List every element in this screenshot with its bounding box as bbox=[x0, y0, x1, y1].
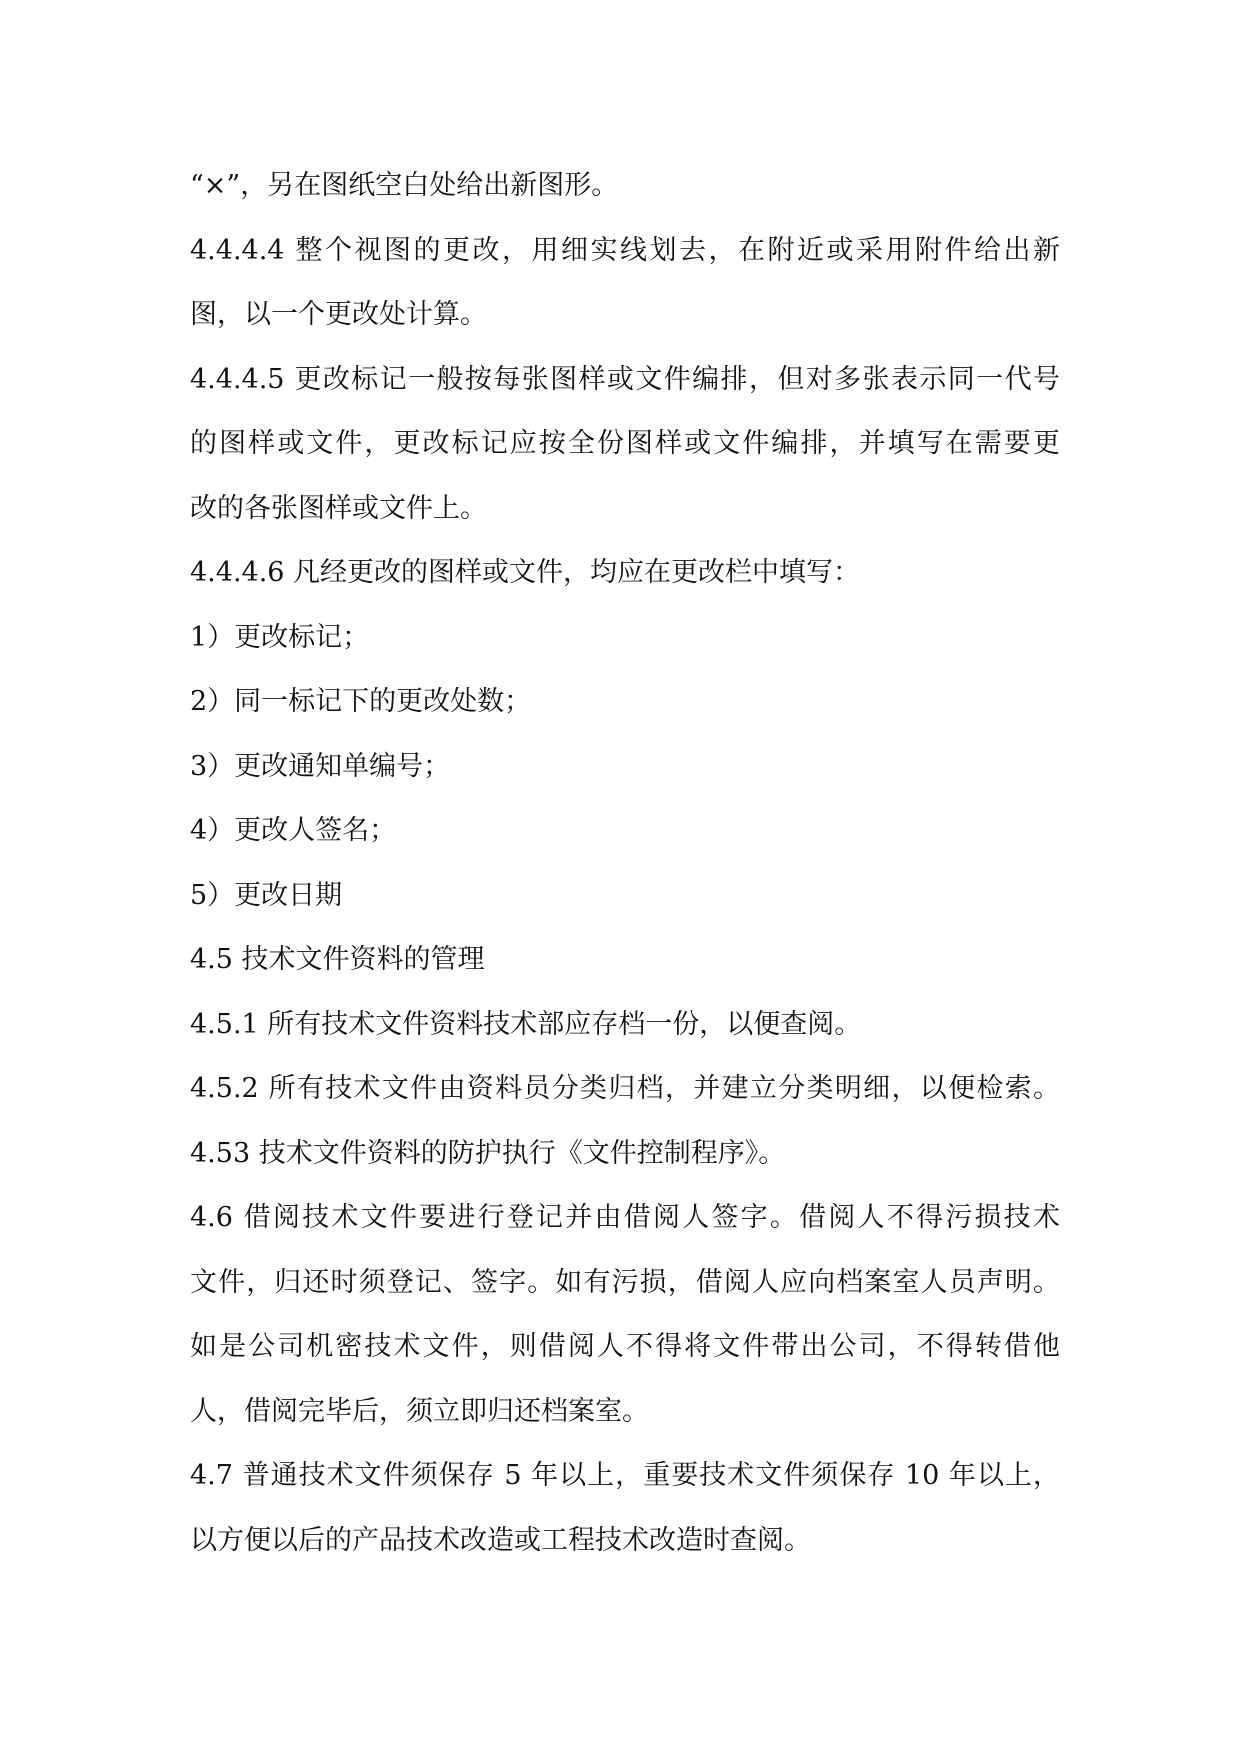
list-item: 3）更改通知单编号； bbox=[190, 750, 451, 782]
list-item: 2）同一标记下的更改处数； bbox=[190, 686, 532, 717]
text-line: 图，以一个更改处计算。 bbox=[190, 299, 487, 330]
text-line: 文件，归还时须登记、签字。如有污损，借阅人应向档案室人员声明。 bbox=[190, 1266, 1060, 1298]
section-heading: 4.5 技术文件资料的管理 bbox=[190, 944, 485, 975]
text-line: 4.4.4.5 更改标记一般按每张图样或文件编排，但对多张表示同一代号 bbox=[190, 363, 1060, 395]
list-item: 4）更改人签名； bbox=[190, 815, 397, 846]
text-line: 4.53 技术文件资料的防护执行《文件控制程序》。 bbox=[190, 1137, 786, 1169]
text-line: 4.4.4.6 凡经更改的图样或文件，均应在更改栏中填写： bbox=[190, 557, 861, 588]
text-line: 4.5.2 所有技术文件由资料员分类归档，并建立分类明细，以便检索。 bbox=[190, 1073, 1060, 1104]
text-line: “×”，另在图纸空白处给出新图形。 bbox=[190, 170, 619, 201]
list-item: 1）更改标记； bbox=[190, 621, 370, 653]
text-line: 4.6 借阅技术文件要进行登记并由借阅人签字。借阅人不得污损技术 bbox=[190, 1202, 1060, 1233]
text-line: 4.4.4.4 整个视图的更改，用细实线划去，在附近或采用附件给出新 bbox=[190, 234, 1060, 266]
text-line: 的图样或文件，更改标记应按全份图样或文件编排，并填写在需要更 bbox=[190, 428, 1060, 459]
text-line: 改的各张图样或文件上。 bbox=[190, 492, 487, 524]
text-line: 4.5.1 所有技术文件资料技术部应存档一份，以便查阅。 bbox=[190, 1008, 862, 1040]
list-item: 5）更改日期 bbox=[190, 879, 343, 911]
text-line: 4.7 普通技术文件须保存 5 年以上，重要技术文件须保存 10 年以上， bbox=[190, 1460, 1060, 1491]
text-line: 人，借阅完毕后，须立即归还档案室。 bbox=[190, 1395, 649, 1427]
text-line: 以方便以后的产品技术改造或工程技术改造时查阅。 bbox=[190, 1524, 811, 1556]
document-body bbox=[190, 154, 1060, 1573]
text-line: 如是公司机密技术文件，则借阅人不得将文件带出公司，不得转借他 bbox=[190, 1331, 1060, 1362]
